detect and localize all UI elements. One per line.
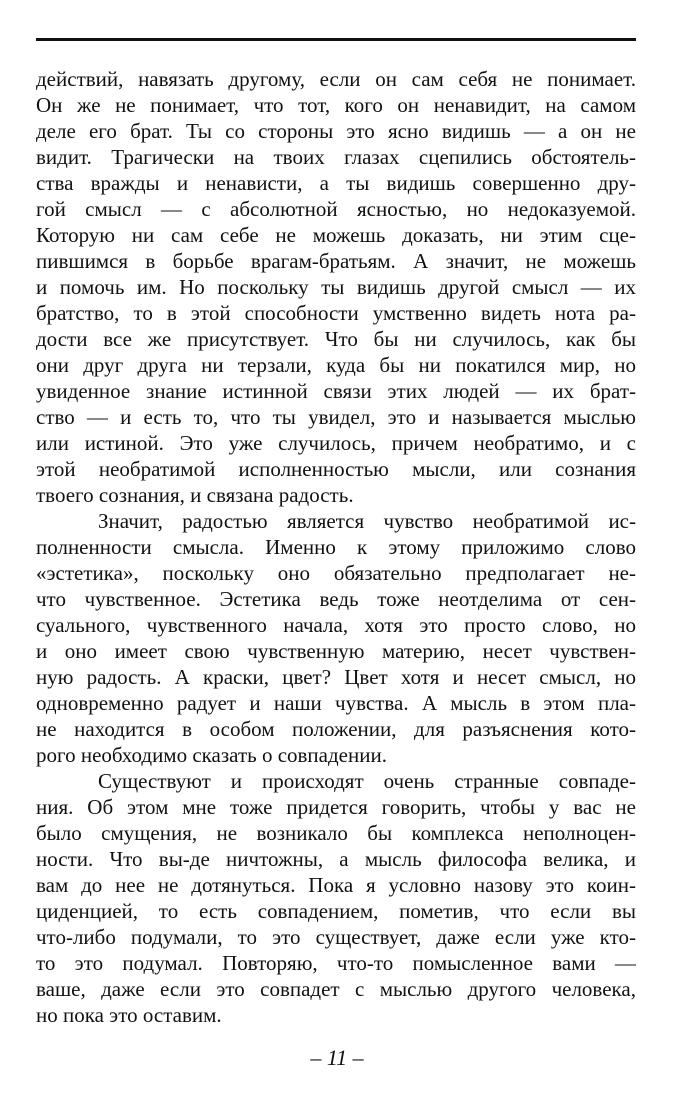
text-line: пившимся в борьбе врагам-братьям. А значит, не можешь bbox=[36, 249, 636, 273]
text-line: ности. Что вы-де ничтожны, а мысль философа велика, и bbox=[36, 847, 636, 871]
text-line: Которую ни сам себе не можешь доказать, ни этим сце- bbox=[36, 223, 636, 247]
text-line: действий, навязать другому, если он сам себя не понимает. bbox=[36, 67, 636, 91]
text-line: циденцией, то есть совпадением, пометив, что если вы bbox=[36, 899, 636, 923]
text-line: дости все же присутствует. Что бы ни случилось, как бы bbox=[36, 327, 636, 351]
text-line: полненности смысла. Именно к этому приложимо слово bbox=[36, 535, 636, 559]
text-line: рого необходимо сказать о совпадении. bbox=[36, 743, 387, 767]
top-rule bbox=[36, 38, 636, 41]
text-line: и помочь им. Но поскольку ты видишь другой смысл — их bbox=[36, 275, 636, 299]
body-text bbox=[36, 66, 636, 1028]
text-line: они друг друга ни терзали, куда бы ни покатился мир, но bbox=[36, 353, 636, 377]
text-line: твоего сознания, и связана радость. bbox=[36, 483, 354, 507]
text-line: этой необратимой исполненностью мысли, или сознания bbox=[36, 457, 636, 481]
text-line: видит. Трагически на твоих глазах сцепились обстоятель- bbox=[36, 145, 636, 169]
text-line: Значит, радостью является чувство необратимой ис- bbox=[98, 509, 636, 533]
page-number: – 11 – bbox=[310, 1045, 364, 1070]
paragraph bbox=[36, 768, 636, 1028]
text-line: одновременно радует и наши чувства. А мысль в этом пла- bbox=[36, 691, 636, 715]
text-line: и оно имеет свою чувственную материю, несет чувствен- bbox=[36, 639, 636, 663]
text-line: что чувственное. Эстетика ведь тоже неотделима от сен- bbox=[36, 587, 636, 611]
text-line: «эстетика», поскольку оно обязательно предполагает не- bbox=[36, 561, 636, 585]
text-line: ства вражды и ненависти, а ты видишь совершенно дру- bbox=[36, 171, 636, 195]
text-line: или истиной. Это уже случилось, причем необратимо, и с bbox=[36, 431, 636, 455]
paragraph bbox=[36, 66, 636, 508]
text-line: ваше, даже если это совпадет с мыслью другого человека, bbox=[36, 977, 636, 1001]
text-line: Он же не понимает, что тот, кого он ненавидит, на самом bbox=[36, 93, 636, 117]
paragraph bbox=[36, 508, 636, 768]
text-line: то это подумал. Повторяю, что-то помысленное вами — bbox=[36, 951, 636, 975]
text-line: вам до нее не дотянуться. Пока я условно назову это коин- bbox=[36, 873, 636, 897]
text-line: деле его брат. Ты со стороны это ясно видишь — а он не bbox=[36, 119, 636, 143]
text-line: было смущения, не возникало бы комплекса неполноцен- bbox=[36, 821, 636, 845]
text-line: братство, то в этой способности умственно видеть нота ра- bbox=[36, 301, 636, 325]
text-line: суального, чувственного начала, хотя это просто слово, но bbox=[36, 613, 636, 637]
text-line: ную радость. А краски, цвет? Цвет хотя и несет смысл, но bbox=[36, 665, 636, 689]
text-line: Существуют и происходят очень странные совпаде- bbox=[98, 769, 636, 793]
text-line: гой смысл — с абсолютной ясностью, но недоказуемой. bbox=[36, 197, 636, 221]
text-line: увиденное знание истинной связи этих людей — их брат- bbox=[36, 379, 636, 403]
text-line: что-либо подумали, то это существует, даже если уже кто- bbox=[36, 925, 636, 949]
text-line: не находится в особом положении, для разъяснения кото- bbox=[36, 717, 636, 741]
text-line: ния. Об этом мне тоже придется говорить, чтобы у вас не bbox=[36, 795, 636, 819]
text-line: но пока это оставим. bbox=[36, 1003, 222, 1027]
text-line: ство — и есть то, что ты увидел, это и называется мыслью bbox=[36, 405, 636, 429]
